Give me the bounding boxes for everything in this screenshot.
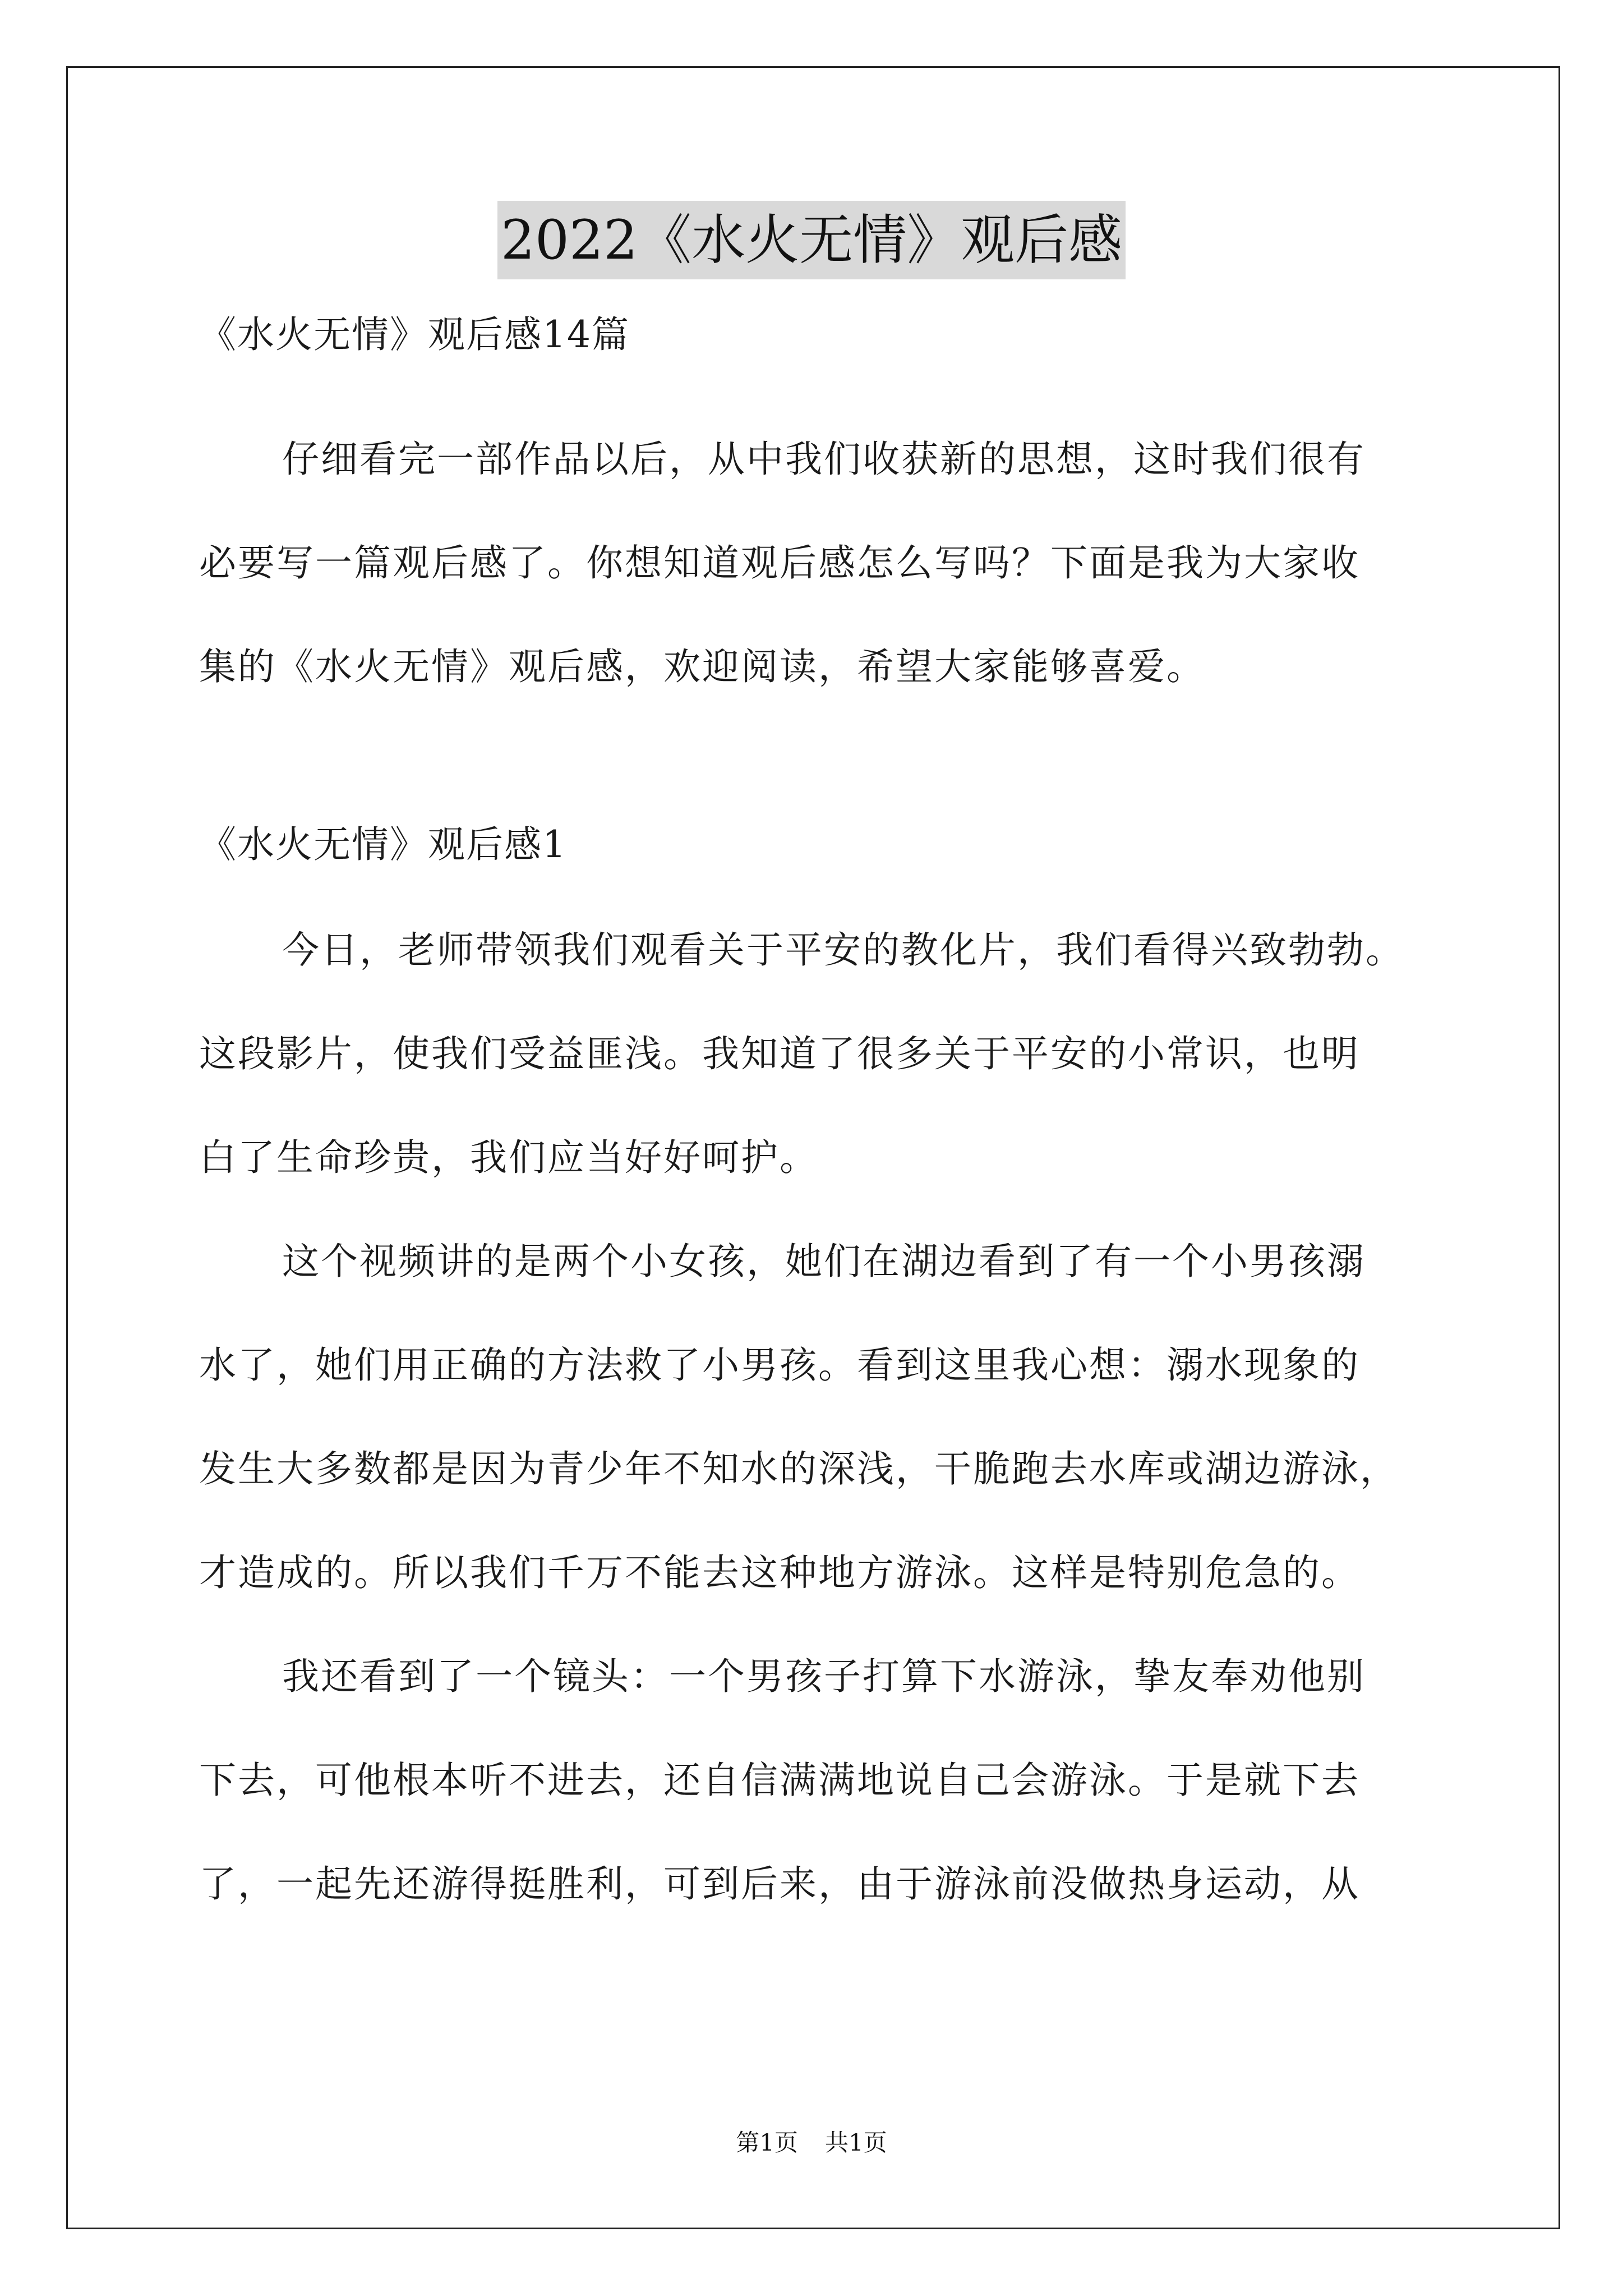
intro-line: 仔细看完一部作品以后，从中我们收获新的思想，这时我们很有 bbox=[282, 438, 1366, 481]
body-paragraph bbox=[199, 1209, 1433, 1625]
paragraph-line: 白了生命珍贵，我们应当好好呵护。 bbox=[199, 1136, 818, 1179]
document-subtitle: 《水火无情》观后感14篇 bbox=[199, 313, 630, 356]
paragraph-line: 了，一起先还游得挺胜利，可到后来，由于游泳前没做热身运动，从 bbox=[199, 1862, 1360, 1906]
document-body bbox=[199, 303, 1433, 1936]
paragraph-line: 这段影片，使我们受益匪浅。我知道了很多关于平安的小常识，也明 bbox=[199, 1032, 1360, 1075]
section-heading: 《水火无情》观后感1 bbox=[199, 823, 567, 866]
paragraph-line: 下去，可他根本听不进去，还自信满满地说自己会游泳。于是就下去 bbox=[199, 1759, 1360, 1802]
paragraph-line: 才造成的。所以我们千万不能去这种地方游泳。这样是特别危急的。 bbox=[199, 1551, 1360, 1594]
paragraph-line: 我还看到了一个镜头：一个男孩子打算下水游泳，挚友奉劝他别 bbox=[282, 1655, 1366, 1698]
paragraph-line: 这个视频讲的是两个小女孩，她们在湖边看到了有一个小男孩溺 bbox=[282, 1240, 1366, 1283]
intro-paragraph bbox=[199, 407, 1433, 719]
page-number-current: 第1页 bbox=[736, 2129, 798, 2156]
body-paragraph bbox=[199, 898, 1433, 1209]
body-paragraph bbox=[199, 1625, 1433, 1936]
paragraph-line: 发生大多数都是因为青少年不知水的深浅，干脆跑去水库或湖边游泳， bbox=[199, 1447, 1399, 1490]
intro-line: 集的《水火无情》观后感，欢迎阅读，希望大家能够喜爱。 bbox=[199, 645, 1205, 688]
intro-line: 必要写一篇观后感了。你想知道观后感怎么写吗？下面是我为大家收 bbox=[199, 541, 1360, 585]
page-footer bbox=[0, 2126, 1623, 2160]
document-title: 2022《水火无情》观后感 bbox=[497, 201, 1126, 279]
title-wrap bbox=[0, 201, 1623, 279]
paragraph-line: 水了，她们用正确的方法救了小男孩。看到这里我心想：溺水现象的 bbox=[199, 1343, 1360, 1387]
paragraph-line: 今日，老师带领我们观看关于平安的教化片，我们看得兴致勃勃。 bbox=[282, 928, 1404, 972]
page-number-total: 共1页 bbox=[825, 2129, 887, 2156]
